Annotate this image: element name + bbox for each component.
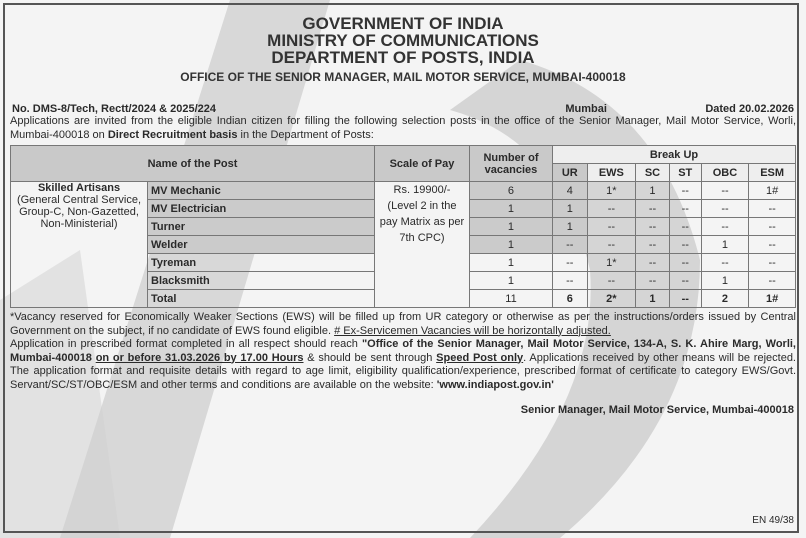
intro-tail: in the Department of Posts: xyxy=(237,128,374,141)
breakup-cell: -- xyxy=(587,200,636,218)
breakup-cell: -- xyxy=(701,254,749,272)
header-line-4: OFFICE OF THE SENIOR MANAGER, MAIL MOTOR SERVICE, MUMBAI-400018 xyxy=(180,70,626,84)
breakup-cell: -- xyxy=(636,254,670,272)
post-name: Blacksmith xyxy=(148,272,375,290)
breakup-cell: -- xyxy=(749,272,796,290)
breakup-cell: -- xyxy=(552,254,587,272)
breakup-cell: 1 xyxy=(636,182,670,200)
breakup-cell: 2* xyxy=(587,290,636,308)
breakup-cell: -- xyxy=(669,218,701,236)
post-group xyxy=(11,182,148,308)
breakup-cell: -- xyxy=(669,290,701,308)
website-link[interactable]: 'www.indiapost.gov.in' xyxy=(436,378,554,391)
intro-main: Applications are invited from the eligible Indian citizen for filling the following selection posts in the office of the Senior Manager, Mail Motor Service, Worli, Mumbai-400018 on xyxy=(10,115,796,141)
th-cat: UR xyxy=(552,164,587,182)
breakup-cell: -- xyxy=(587,272,636,290)
signature: Senior Manager, Mail Motor Service, Mumbai-400018 xyxy=(520,404,794,416)
app-speed-post: Speed Post only xyxy=(436,351,524,364)
vacancy-count: 1 xyxy=(469,218,552,236)
note-ews: *Vacancy reserved for Economically Weaker Sections (EWS) will be filled up from UR category or otherwise as per the instructions/orders issued by Central Government on the subject, if no candidate of EWS found eligible. xyxy=(10,311,796,337)
vacancy-table xyxy=(10,145,796,308)
th-cat: ST xyxy=(669,164,701,182)
breakup-cell: 6 xyxy=(552,290,587,308)
intro-text xyxy=(10,115,796,142)
ad-code: EN 49/38 xyxy=(752,515,794,526)
th-cat: ESM xyxy=(749,164,796,182)
app-address: "Office of the Senior Manager, Mail Motor Service, 134-A, S. K. Ahire Marg, Worli, Mumbai-400018 xyxy=(10,338,796,364)
breakup-cell: -- xyxy=(749,200,796,218)
breakup-cell: 4 xyxy=(552,182,587,200)
breakup-cell: -- xyxy=(587,218,636,236)
intro-bold: Direct Recruitment basis xyxy=(107,128,238,141)
vacancy-count: 1 xyxy=(469,254,552,272)
breakup-cell: -- xyxy=(669,200,701,218)
th-vacancies: Number of vacancies xyxy=(469,146,552,182)
breakup-cell: 1# xyxy=(749,290,796,308)
note-esm: # Ex-Servicemen Vacancies will be horizontally adjusted. xyxy=(334,324,611,337)
breakup-cell: -- xyxy=(636,272,670,290)
app-p2: & should be sent through xyxy=(303,351,437,364)
breakup-cell: 1# xyxy=(749,182,796,200)
ref-date: Dated 20.02.2026 xyxy=(705,103,794,115)
breakup-cell: 2 xyxy=(701,290,749,308)
breakup-cell: 1* xyxy=(587,254,636,272)
breakup-cell: -- xyxy=(636,236,670,254)
breakup-cell: 1 xyxy=(701,236,749,254)
breakup-cell: -- xyxy=(636,218,670,236)
breakup-cell: -- xyxy=(552,272,587,290)
breakup-cell: -- xyxy=(669,236,701,254)
breakup-cell: -- xyxy=(749,236,796,254)
breakup-cell: 1 xyxy=(552,200,587,218)
vacancy-count: 1 xyxy=(469,200,552,218)
pay-scale: Rs. 19900/- (Level 2 in the pay Matrix as per 7th CPC) xyxy=(374,182,469,308)
breakup-cell: -- xyxy=(669,182,701,200)
app-deadline: on or before 31.03.2026 by 17.00 Hours xyxy=(95,351,304,364)
post-name: Welder xyxy=(148,236,375,254)
group-desc: (General Central Service, Group-C, Non-Gazetted, Non-Ministerial) xyxy=(16,194,142,230)
app-p1: Application in prescribed format completed in all respect should reach xyxy=(10,338,362,350)
th-pay: Scale of Pay xyxy=(374,146,469,182)
breakup-cell: -- xyxy=(701,200,749,218)
group-title: Skilled Artisans xyxy=(37,182,121,194)
breakup-cell: -- xyxy=(587,236,636,254)
breakup-cell: 1* xyxy=(587,182,636,200)
header-line-3: DEPARTMENT OF POSTS, INDIA xyxy=(271,48,535,67)
vacancy-count: 1 xyxy=(469,272,552,290)
post-name: Turner xyxy=(148,218,375,236)
breakup-cell: -- xyxy=(552,236,587,254)
post-name: Tyreman xyxy=(148,254,375,272)
ref-place: Mumbai xyxy=(565,103,607,115)
breakup-cell: 1 xyxy=(701,272,749,290)
header-line-1: GOVERNMENT OF INDIA xyxy=(302,14,504,33)
th-cat: SC xyxy=(636,164,670,182)
breakup-cell: -- xyxy=(636,200,670,218)
th-cat: EWS xyxy=(587,164,636,182)
breakup-cell: -- xyxy=(669,272,701,290)
breakup-cell: -- xyxy=(701,182,749,200)
breakup-cell: -- xyxy=(701,218,749,236)
th-name: Name of the Post xyxy=(11,146,375,182)
breakup-cell: 1 xyxy=(636,290,670,308)
breakup-cell: -- xyxy=(749,218,796,236)
header-line-2: MINISTRY OF COMMUNICATIONS xyxy=(267,31,539,50)
post-name: MV Electrician xyxy=(148,200,375,218)
th-cat: OBC xyxy=(701,164,749,182)
th-breakup: Break Up xyxy=(552,146,795,164)
vacancy-count: 11 xyxy=(469,290,552,308)
post-name: MV Mechanic xyxy=(148,182,375,200)
vacancy-count: 6 xyxy=(469,182,552,200)
app-p3: . Applications received by other means will be rejected. The application format and requisite details with regard to age limit, eligibility qualification/experience, prescribed format of certificate to category EWS/Govt. Servant/SC/ST/OBC/ESM and other terms and conditions are available on the website: xyxy=(10,351,796,391)
post-name: Total xyxy=(148,290,375,308)
notes xyxy=(10,311,796,338)
ref-number: No. DMS-8/Tech, Rectt/2024 & 2025/224 xyxy=(12,103,216,115)
application-text xyxy=(10,338,796,392)
table-row xyxy=(11,182,796,200)
breakup-cell: -- xyxy=(669,254,701,272)
breakup-cell: -- xyxy=(749,254,796,272)
breakup-cell: 1 xyxy=(552,218,587,236)
vacancy-count: 1 xyxy=(469,236,552,254)
